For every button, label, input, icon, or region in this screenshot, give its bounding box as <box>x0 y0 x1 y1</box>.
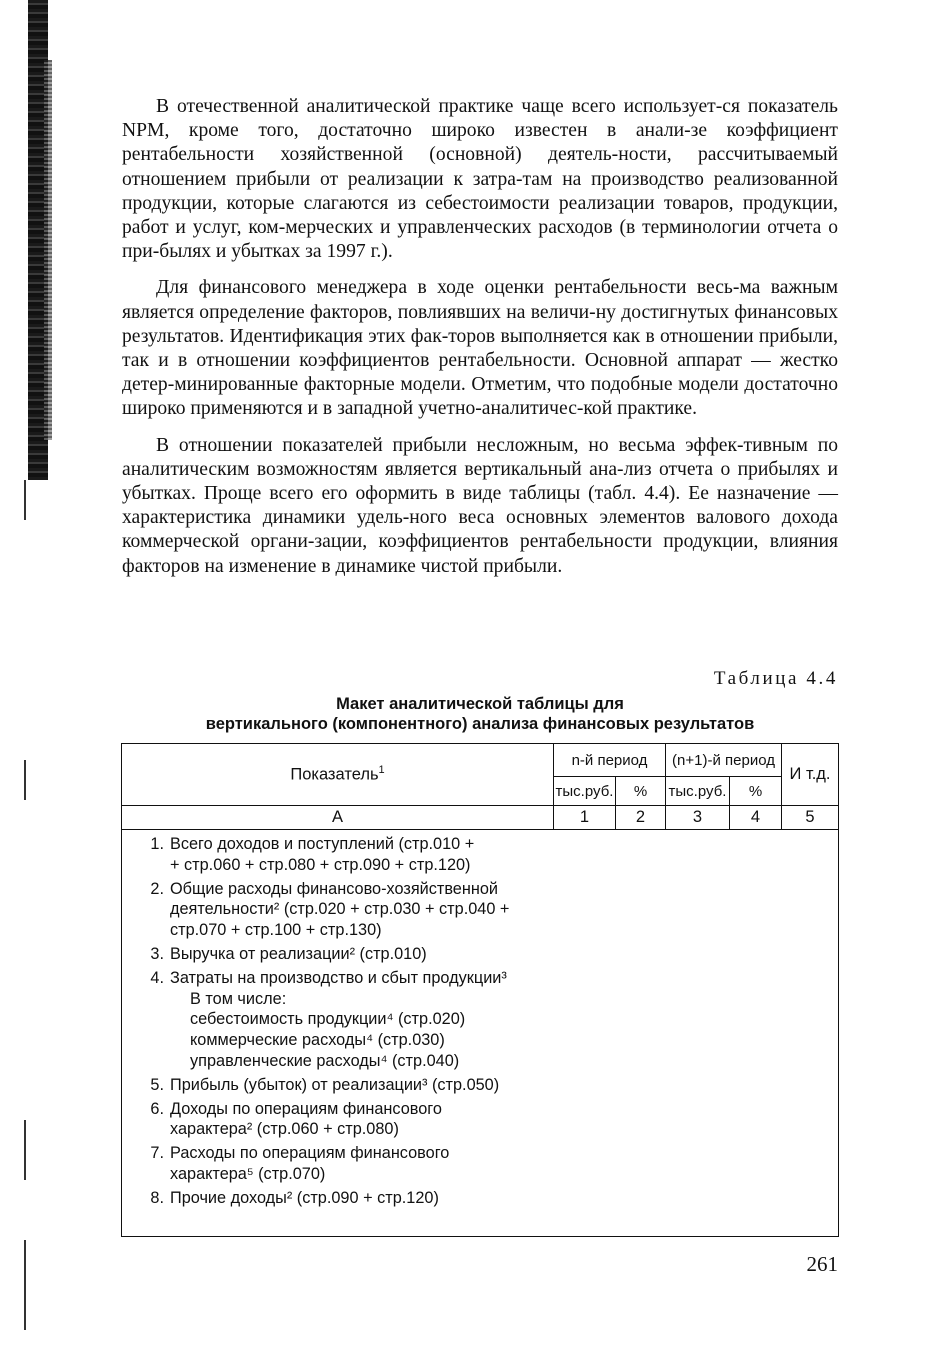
scan-margin-line <box>24 1120 26 1180</box>
col-id: 2 <box>616 806 666 830</box>
subheader-thousand: тыс.руб. <box>554 777 616 806</box>
table-row: 5. Прибыль (убыток) от реализации³ (стр.050) <box>150 1075 500 1094</box>
header-indicator: Показатель$^1$ <box>122 744 554 806</box>
table-label: Таблица 4.4 <box>713 668 838 689</box>
subheader-thousand: тыс.руб. <box>666 777 730 806</box>
table-row: 1. Всего доходов и поступлений (стр.010 + + стр.060 + стр.080 + стр.090 + стр.120) <box>150 835 475 874</box>
subheader-percent: % <box>616 777 666 806</box>
col-id: 5 <box>782 806 839 830</box>
sub-item: управленческие расходы⁴ (стр.040) <box>190 1051 460 1070</box>
col-id: 4 <box>730 806 782 830</box>
paragraph-1: В отечественной аналитической практике чаще всего использует-ся показатель NPM, кроме того, достаточно широко известен в анали-зе коэффициент рентабельности хозяйственной (основной) деятель-ности, рассчитываемый отношением прибыли от реализации к затра-там на производство реализованной продукции, которые слагаются из себестоимости реализации товаров, продукции, работ и услуг, ком-мерческих и управленческих расходов (в терминологии отчета о при-былях и убытках за 1997 г.). <box>122 96 838 263</box>
body-text <box>122 95 838 579</box>
table-row: 8. Прочие доходы² (стр.090 + стр.120) <box>150 1188 439 1207</box>
table-row: 7. Расходы по операциям финансового характера⁵ (стр.070) <box>150 1144 450 1183</box>
caption-line-2: вертикального (компонентного) анализа финансовых результатов <box>205 715 755 733</box>
sub-item: себестоимость продукции⁴ (стр.020) <box>190 1010 466 1029</box>
table-row: 2. Общие расходы финансово-хозяйственной деятельности² (стр.020 + стр.030 + стр.040 + стр.070 + стр.100 + стр.130) <box>150 879 510 940</box>
paragraph-2: Для финансового менеджера в ходе оценки рентабельности весь-ма важным является определение факторов, повлиявших на величи-ну достигнутых финансовых результатов. Идентификация этих фак-торов выполняется как в отношении прибыли, так и в отношении коэффициентов рентабельности. Основной аппарат — жестко детер-минированные факторные модели. Отметим, что подобные модели достаточно широко применяются и в западной учетно-аналитичес-кой практике. <box>122 277 838 420</box>
scan-margin-line <box>24 480 26 520</box>
col-id: A <box>122 806 554 830</box>
caption-line-1: Макет аналитической таблицы для <box>336 695 624 713</box>
col-id: 1 <box>554 806 616 830</box>
analysis-table <box>121 743 839 1237</box>
col-id: 3 <box>666 806 730 830</box>
header-etc: И т.д. <box>782 744 839 806</box>
sub-item: В том числе: <box>190 989 287 1008</box>
indicators-cell <box>122 830 839 1237</box>
table-caption <box>122 694 838 734</box>
scan-margin-line <box>24 1240 26 1330</box>
table-row: 4. Затраты на производство и сбыт продукции³ <box>150 968 507 987</box>
header-period-n1: (n+1)-й период <box>666 744 782 777</box>
scan-margin-line <box>24 760 26 800</box>
paragraph-3: В отношении показателей прибыли несложным, но весьма эффек-тивным по аналитическим возможностям является вертикальный ана-лиз отчета о прибылях и убытках. Проще всего его оформить в виде таблицы (табл. 4.4). Ее назначение — характеристика динамики удель-ного веса основных элементов валового дохода коммерческой органи-зации, коэффициентов рентабельности продукции, влияния факторов на изменение в динамике чистой прибыли. <box>122 434 838 577</box>
table-row: 3. Выручка от реализации² (стр.010) <box>150 944 427 963</box>
page-number: 261 <box>806 1252 838 1276</box>
table-row: 6. Доходы по операциям финансового характера² (стр.060 + стр.080) <box>150 1099 442 1139</box>
sub-item: коммерческие расходы⁴ (стр.030) <box>190 1031 445 1050</box>
header-period-n: n-й период <box>554 744 666 777</box>
subheader-percent: % <box>730 777 782 806</box>
scan-binding-shadow <box>44 60 52 440</box>
